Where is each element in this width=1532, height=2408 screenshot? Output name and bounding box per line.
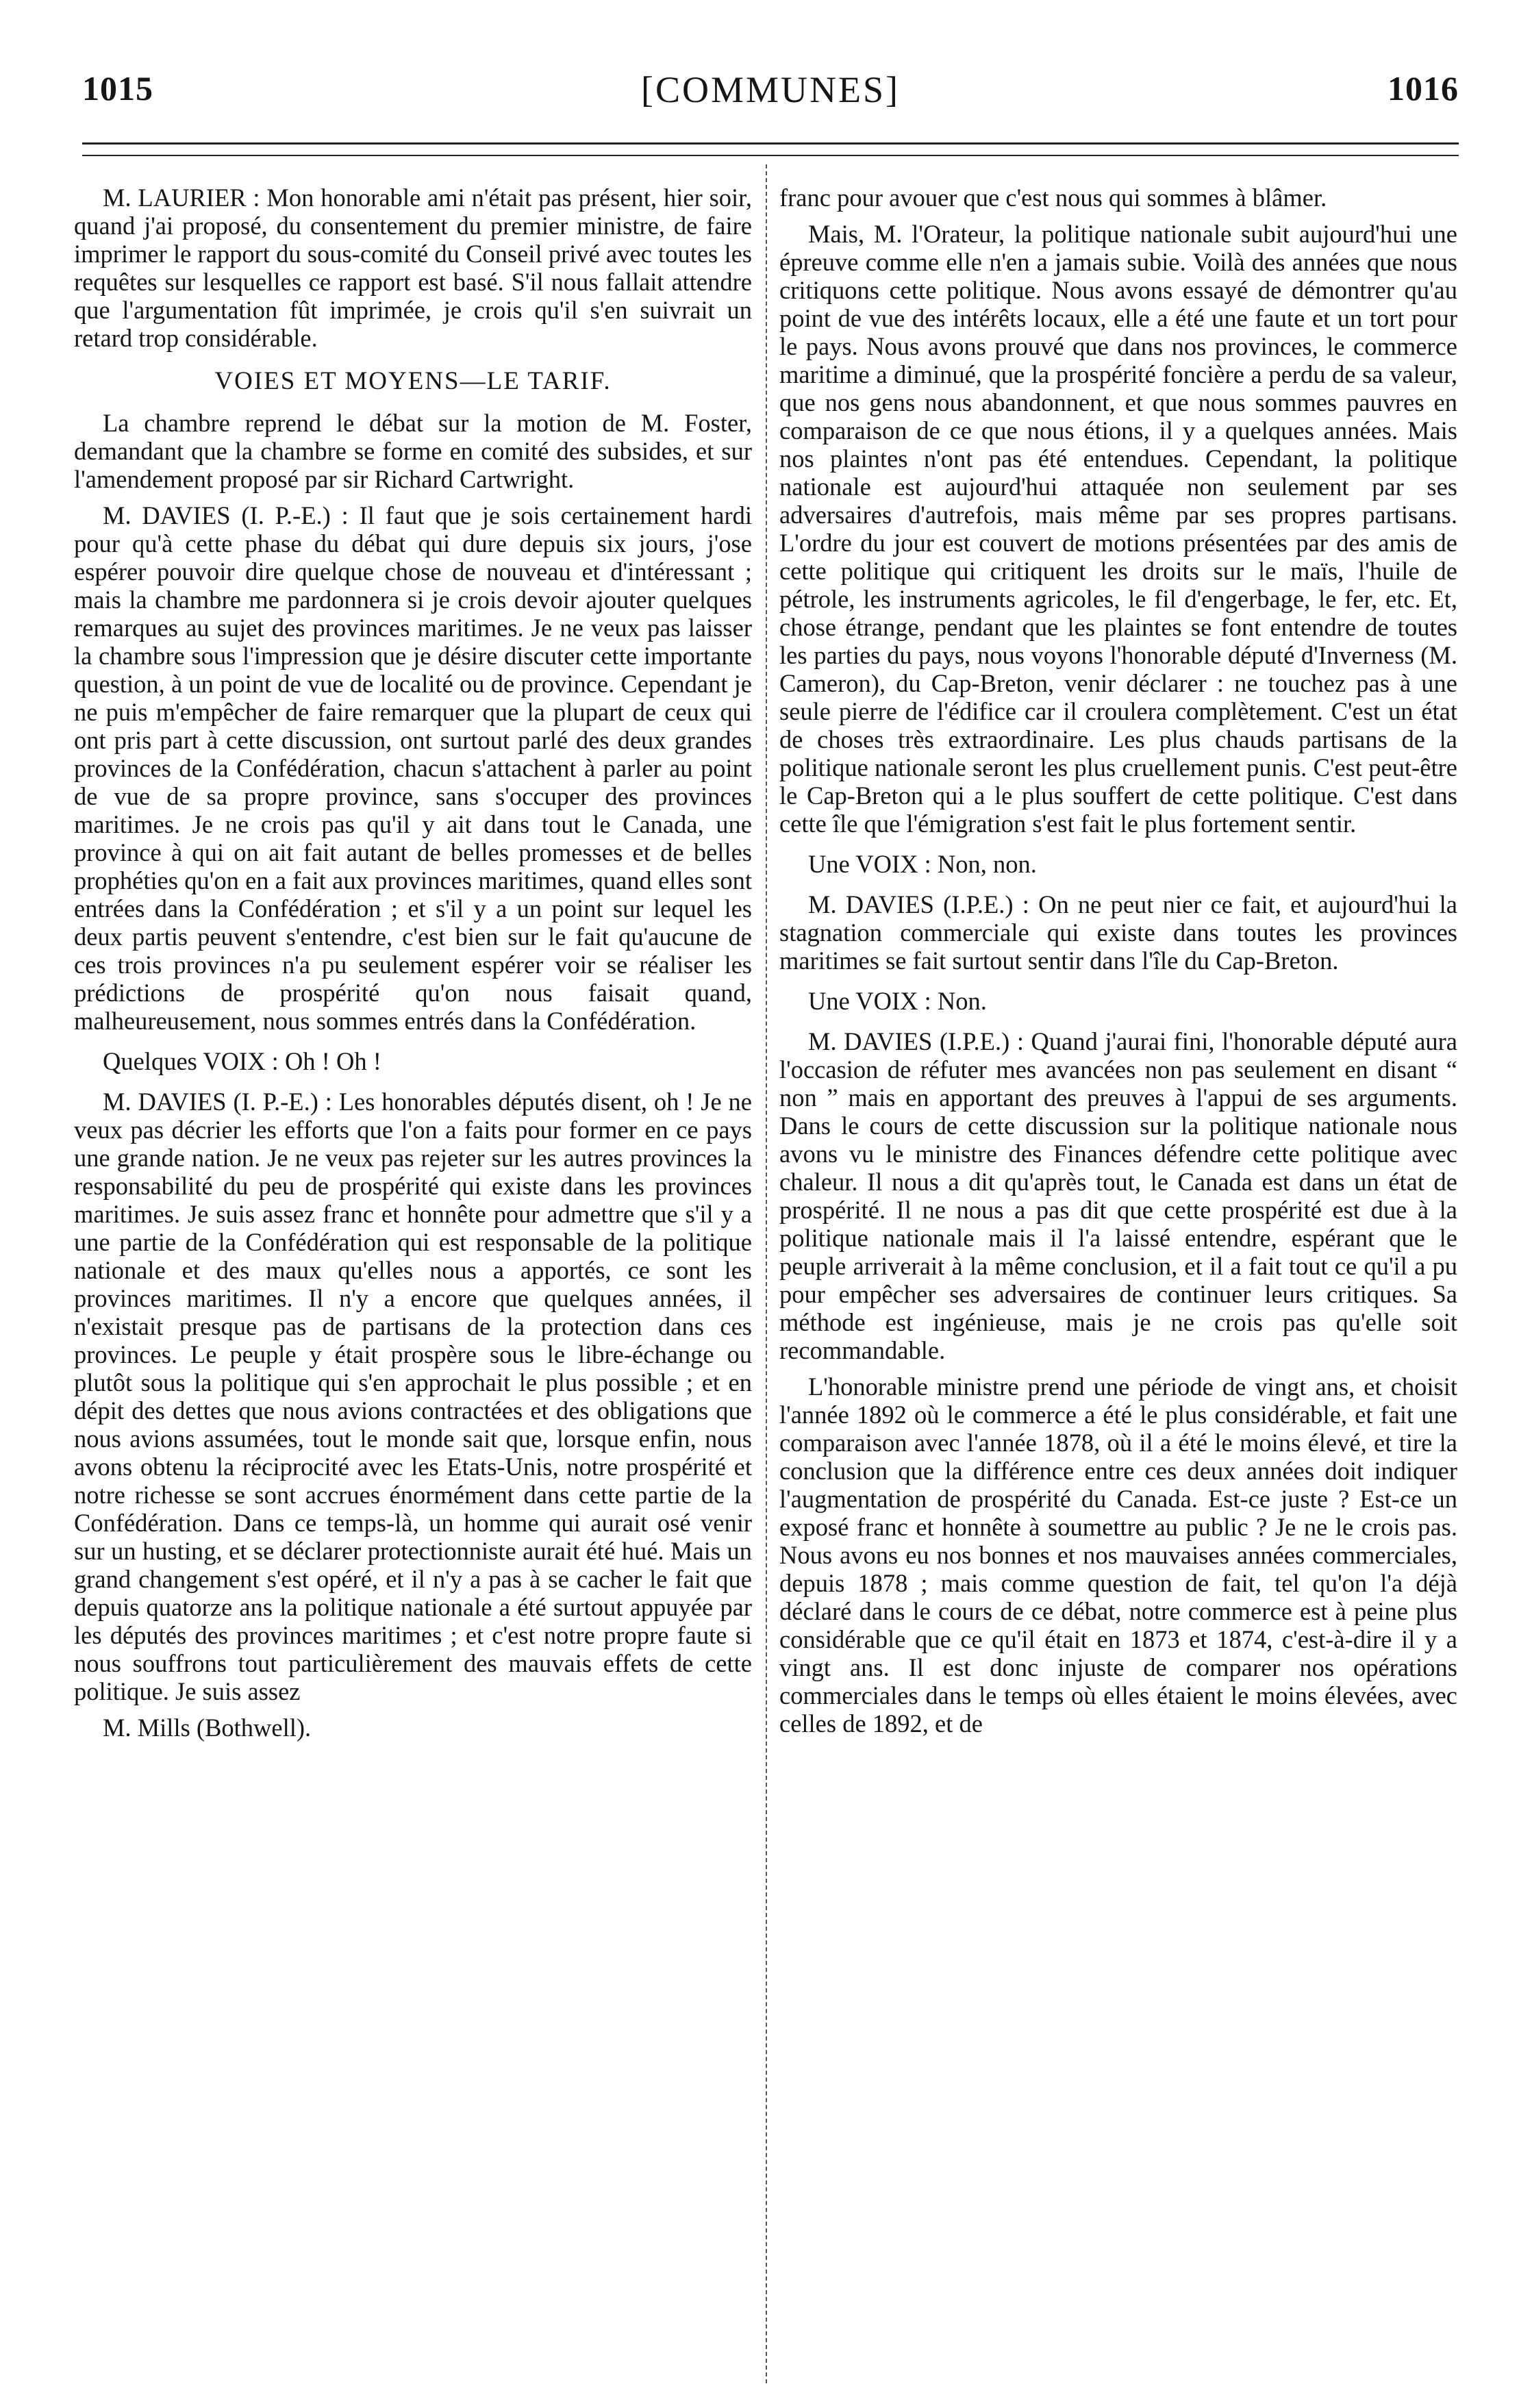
- paragraph-debate-resumes: La chambre reprend le débat sur la motion de M. Foster, demandant que la chambre se forme en comité des subsides, et sur l'amendement proposé par sir Richard Cartwright.: [74, 409, 752, 493]
- left-column: [74, 184, 752, 2382]
- right-column: [779, 184, 1457, 2382]
- interjection-voice-1: Une VOIX : Non, non.: [808, 850, 1037, 878]
- paragraph-laurier: M. LAURIER : Mon honorable ami n'était pas présent, hier soir, quand j'ai proposé, du consentement du premier ministre, de faire imprimer le rapport du sous-comité du Conseil privé avec toutes les requêtes sur lesquelles ce rapport est basé. S'il nous fallait attendre que l'argumentation fût imprimée, je crois qu'il s'en suivrait un retard trop considérable.: [74, 184, 752, 352]
- paragraph-davies-2: M. DAVIES (I. P.-E.) : Les honorables députés disent, oh ! Je ne veux pas décrier les efforts que l'on a faits pour former en ce pays une grande nation. Je ne veux pas rejeter sur les autres provinces la responsabilité du peu de prospérité qui existe dans les provinces maritimes. Je suis assez franc et honnête pour admettre que s'il y a une partie de la Confédération qui est responsable de la politique nationale et des maux qu'elles nous a apportés, ce sont les provinces maritimes. Il n'y a encore que quelques années, il n'existait presque pas de partisans de la protection dans ces provinces. Le peuple y était prospère sous le libre-échange ou plutôt sous la politique qui s'en approchait le plus possible ; et en dépit des dettes que nous avions contractées et des obligations que nous avions assumées, tout le monde sait que, lorsque enfin, nous avons obtenu la réciprocité avec les Etats-Unis, notre prospérité et notre richesse se sont accrues énormément dans cette partie de la Confédération. Dans ce temps-là, un homme qui aurait osé venir sur un husting, et se déclarer protectionniste aurait été hué. Mais un grand changement s'est opéré, et il n'y a pas à se cacher le fait que depuis quatorze ans la politique nationale a été surtout appuyée par les députés des provinces maritimes ; et c'est notre propre faute si nous souffrons tout particulièrement des mauvais effets de cette politique. Je suis assez: [74, 1088, 752, 1705]
- page-header: [82, 68, 1459, 116]
- speaker-footnote: M. Mills (Bothwell).: [103, 1714, 312, 1742]
- interjection-voice-2: Une VOIX : Non.: [808, 987, 987, 1015]
- paragraph-minister-comparison: L'honorable ministre prend une période de vingt ans, et choisit l'année 1892 où le commerce a été le plus considérable, et fait une comparaison avec l'année 1878, où il a été le moins élevé, et tire la conclusion que la différence entre ces deux années doit indiquer l'augmentation de prospérité du Canada. Est-ce juste ? Est-ce un exposé franc et honnête à soumettre au public ? Je ne le crois pas. Nous avons eu nos bonnes et nos mauvaises années commerciales, depuis 1878 ; mais comme question de fait, tel qu'on l'a déjà déclaré dans le cours de ce débat, notre commerce est à peine plus considérable que ce qu'il était en 1873 et 1874, c'est-à-dire il y a vingt ans. Il est donc injuste de comparer nos opérations commerciales dans le temps où elles étaient le moins élevées, avec celles de 1892, et de: [779, 1372, 1457, 1738]
- paragraph-davies-3: M. DAVIES (I.P.E.) : On ne peut nier ce fait, et aujourd'hui la stagnation commerciale qui existe dans toutes les provinces maritimes se fait surtout sentir dans l'île du Cap-Breton.: [779, 890, 1457, 975]
- column-divider: [766, 164, 767, 2383]
- running-title: [COMMUNES]: [640, 69, 901, 110]
- header-rule-bottom: [82, 155, 1459, 156]
- paragraph-continuation: franc pour avouer que c'est nous qui sommes à blâmer.: [779, 184, 1327, 212]
- section-heading: VOIES ET MOYENS—LE TARIF.: [214, 367, 612, 395]
- paragraph-davies-1: M. DAVIES (I. P.-E.) : Il faut que je sois certainement hardi pour qu'à cette phase du débat qui dure depuis six jours, j'ose espérer pouvoir dire quelque chose de nouveau et d'intéressant ; mais la chambre me pardonnera si je crois devoir ajouter quelques remarques au sujet des provinces maritimes. Je ne veux pas laisser la chambre sous l'impression que je désire discuter cette importante question, à un point de vue de localité ou de province. Cependant je ne puis m'empêcher de faire remarquer que la plupart de ceux qui ont pris part à cette discussion, ont surtout parlé des deux grandes provinces de la Confédération, chacun s'attachent à parler au point de vue de sa propre province, sans s'occuper des provinces maritimes. Je ne crois pas qu'il y ait dans tout le Canada, une province à qui on ait fait autant de belles promesses et de belles prophéties qu'on en a fait aux provinces maritimes, quand elles sont entrées dans la Confédération ; et s'il y a un point sur lequel les deux partis peuvent s'entendre, c'est bien sur le fait qu'aucune de ces trois provinces n'a pu seulement espérer voir se réaliser les prédictions de prospérité qu'on nous faisait quand, malheureusement, nous sommes entrés dans la Confédération.: [74, 501, 752, 1035]
- page-number-left: 1015: [82, 69, 153, 108]
- paragraph-national-policy: Mais, M. l'Orateur, la politique nationale subit aujourd'hui une épreuve comme elle n'en a jamais subie. Voilà des années que nous critiquons cette politique. Nous avons essayé de démontrer qu'au point de vue des intérêts locaux, elle a été une faute et un tort pour le pays. Nous avons prouvé que dans nos provinces, le commerce maritime a diminué, que la prospérité foncière a perdu de sa valeur, que nos gens nous abandonnent, et que nous sommes pauvres en comparaison de ce que nous étions, il y a quelques années. Mais nos plaintes n'ont pas été entendues. Cependant, la politique nationale est aujourd'hui attaquée non seulement par ses adversaires d'autrefois, mais même par ses propres partisans. L'ordre du jour est couvert de motions présentées par des amis de cette politique qui critiquent les droits sur le maïs, l'huile de pétrole, les instruments agricoles, le fil d'engerbage, le fer, etc. Et, chose étrange, pendant que les plaintes se font entendre de toutes les parties du pays, nous voyons l'honorable député d'Inverness (M. Cameron), du Cap-Breton, venir déclarer : ne touchez pas à une seule pierre de l'édifice car il croulera complètement. C'est un état de choses très extraordinaire. Les plus chauds partisans de la politique nationale seront les plus cruellement punis. C'est peut-être le Cap-Breton qui a le plus souffert de cette politique. C'est dans cette île que l'émigration s'est fait le plus fortement sentir.: [779, 220, 1457, 838]
- header-rule-top: [82, 142, 1459, 145]
- paragraph-davies-4: M. DAVIES (I.P.E.) : Quand j'aurai fini, l'honorable député aura l'occasion de réfuter mes avancées non pas seulement en disant “ non ” mais en apportant des preuves à l'appui de ses arguments. Dans le cours de cette discussion sur la politique nationale nous avons vu le ministre des Finances défendre cette politique avec chaleur. Il nous a dit qu'après tout, le Canada est dans un état de prospérité. Il ne nous a pas dit que cette prospérité est due à la politique nationale mais il l'a laissé entendre, espérant que le peuple arriverait à la même conclusion, et il a fait tout ce qu'il a pu pour empêcher ses adversaires de continuer leurs critiques. Sa méthode est ingénieuse, mais je ne crois pas qu'elle soit recommandable.: [779, 1027, 1457, 1364]
- page-number-right: 1016: [1387, 69, 1459, 108]
- interjection-voices: Quelques VOIX : Oh ! Oh !: [103, 1047, 381, 1075]
